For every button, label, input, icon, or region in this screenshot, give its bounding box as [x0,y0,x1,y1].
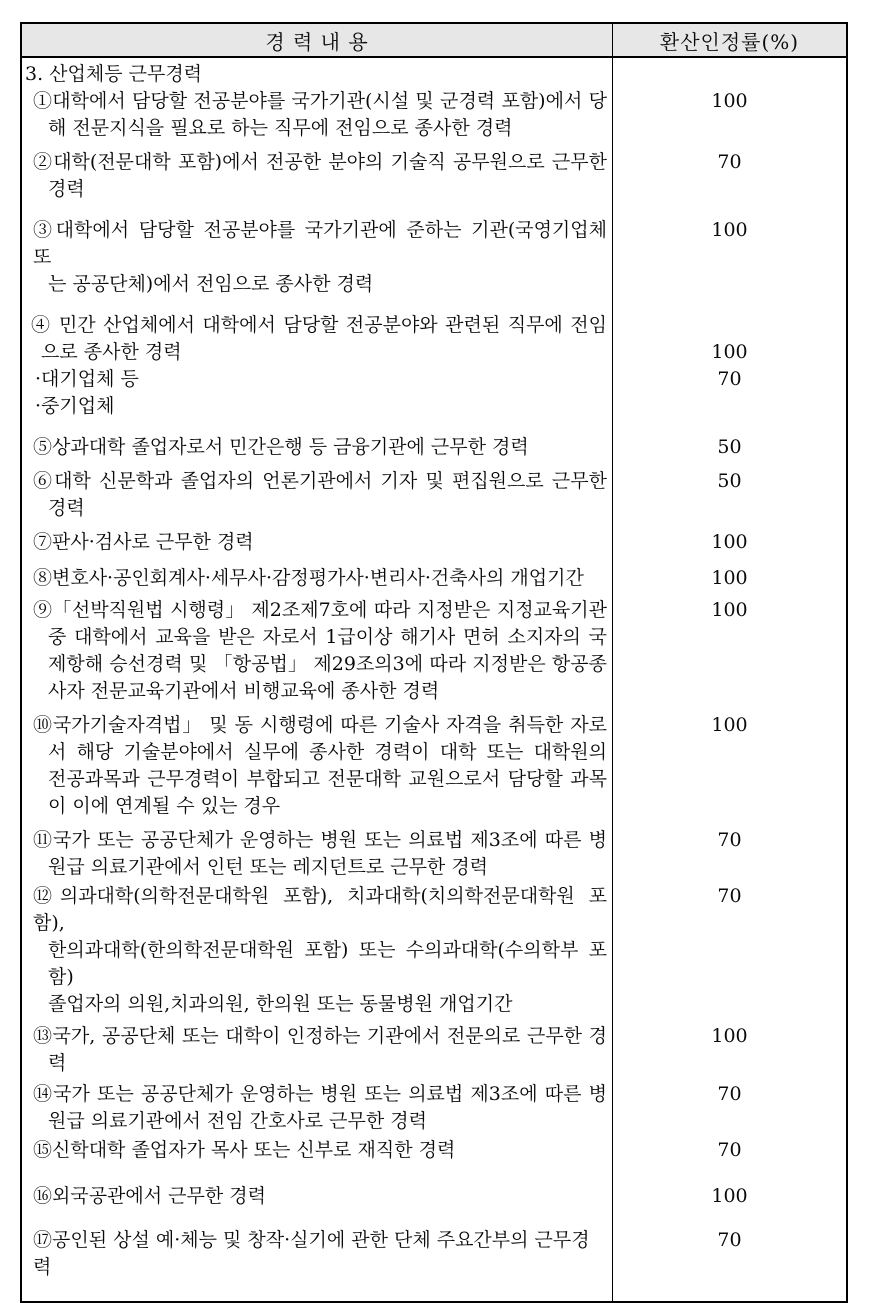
rate-cell [612,1081,846,1137]
career-text-line: 이 이에 연계될 수 있는 경우 [48,795,281,817]
career-text-line: 경력 [48,497,85,519]
header-cell-rate: 환산인정률(%) [612,24,846,56]
table-row [22,827,846,883]
career-description [22,58,612,88]
career-text-line: 전공과목과 근무경력이 부합되고 전문대학 교원으로서 담당할 과목 [48,768,607,790]
rate-cell [612,712,846,827]
rate-cell [612,58,846,88]
career-text-line: ⑬국가, 공공단체 또는 대학이 인정하는 기관에서 전문의로 근무한 경 [33,1025,607,1047]
career-description [22,88,612,149]
rate-value: 70 [717,1229,742,1251]
rate-value: 70 [717,151,742,173]
career-text-line: 중 대학에서 교육을 받은 자로서 1급이상 해기사 면허 소지자의 국 [48,626,607,648]
rate-cell [612,1227,846,1301]
rate-cell [612,434,846,468]
career-description [22,597,612,712]
table-row [22,1081,846,1137]
career-description [22,312,612,434]
rate-cell [612,827,846,883]
career-description [22,1081,612,1137]
career-text-line: ⑧변호사·공인회계사·세무사·감정평가사·변리사·건축사의 개업기간 [33,567,584,589]
rate-value: 70 [717,1083,742,1105]
career-description [22,149,612,217]
rate-value: 50 [717,436,742,458]
table-row [22,149,846,217]
career-text-line: ⑫의과대학(의학전문대학원 포함), 치과대학(치의학전문대학원 포함), [33,885,607,934]
table-row [22,434,846,468]
rate-cell [612,149,846,217]
table-row [22,312,846,434]
career-text-line: 력 [48,1052,67,1074]
career-description [22,565,612,597]
career-description [22,712,612,827]
career-text-line: 졸업자의 의원,치과의원, 한의원 또는 동물병원 개업기간 [48,993,513,1015]
table-header [22,24,846,58]
table-row [22,1183,846,1227]
rate-cell [612,217,846,312]
rate-value: 100 [711,599,748,621]
career-description [22,434,612,468]
table-row [22,217,846,312]
career-description [22,529,612,565]
career-text-line: ⑤상과대학 졸업자로서 민간은행 등 금융기관에 근무한 경력 [33,436,529,458]
rate-cell [612,565,846,597]
rate-cell [612,883,846,1023]
career-text-line: ⑭국가 또는 공공단체가 운영하는 병원 또는 의료법 제3조에 따른 병 [33,1083,607,1105]
career-description [22,883,612,1023]
table-row [22,88,846,149]
career-text-line: ④ 민간 산업체에서 대학에서 담당할 전공분야와 관련된 직무에 전임 [31,314,607,336]
rate-value: 100 [711,567,748,589]
career-text-line: 는 공공단체)에서 전임으로 종사한 경력 [48,273,374,295]
rate-value: 70 [717,829,742,851]
rate-value: 100 [711,219,748,241]
career-text-line: 해 전문지식을 필요로 하는 직무에 전임으로 종사한 경력 [48,117,513,139]
rate-value: 70 [717,885,742,907]
table-row [22,529,846,565]
career-text-line: ③대학에서 담당할 전공분야를 국가기관에 준하는 기관(국영기업체 또 [33,219,607,268]
table-row [22,712,846,827]
career-text-line: 원급 의료기관에서 인턴 또는 레지던트로 근무한 경력 [48,856,489,878]
rate-value: 100 [711,714,748,736]
rate-cell [612,1183,846,1227]
rate-value: 100 [711,531,748,553]
career-text-line: 경력 [48,178,85,200]
table-row [22,597,846,712]
career-text-line: ⑩국가기술자격법」 및 동 시행령에 따른 기술사 자격을 취득한 자로 [33,714,607,736]
table-row [22,565,846,597]
career-text-line: ⑰공인된 상설 예·체능 및 창작·실기에 관한 단체 주요간부의 근무경력 [33,1229,590,1278]
career-description [22,1137,612,1183]
rate-cell [612,312,846,434]
career-description [22,217,612,312]
rate-value: 70 [717,1139,742,1161]
career-description [22,1183,612,1227]
rate-cell [612,468,846,529]
table-row [22,58,846,88]
career-text-line: ⑪국가 또는 공공단체가 운영하는 병원 또는 의료법 제3조에 따른 병 [33,829,607,851]
career-text-line: 서 해당 기술분야에서 실무에 종사한 경력이 대학 또는 대학원의 [48,741,607,763]
table-row [22,1137,846,1183]
section-title: 3. 산업체등 근무경력 [25,63,203,85]
career-text-line: 으로 종사한 경력 [41,341,182,363]
rate-value: 100 [711,90,748,112]
career-text-line: 사자 전문교육기관에서 비행교육에 종사한 경력 [48,680,440,702]
career-description [22,1023,612,1081]
career-description [22,1227,612,1301]
rate-cell [612,597,846,712]
table-row [22,883,846,1023]
career-text-line: 제항해 승선경력 및 「항공법」 제29조의3에 따라 지정받은 항공종 [48,653,607,675]
rate-cell [612,529,846,565]
table-row [22,1023,846,1081]
career-text-line: 원급 의료기관에서 전임 간호사로 근무한 경력 [48,1110,427,1132]
career-text-line: ⑯외국공관에서 근무한 경력 [33,1185,266,1207]
table-row [22,1227,846,1301]
table-row [22,468,846,529]
career-text-line: ·중기업체 [35,395,115,417]
rate-value: 100 [711,1185,748,1207]
career-text-line: ②대학(전문대학 포함)에서 전공한 분야의 기술직 공무원으로 근무한 [33,151,607,173]
career-text-line: 한의과대학(한의학전문대학원 포함) 또는 수의과대학(수의학부 포함) [48,939,607,988]
career-text-line: ⑦판사·검사로 근무한 경력 [33,531,254,553]
rate-cell [612,1137,846,1183]
career-description [22,468,612,529]
rate-value: 70 [717,368,742,390]
career-text-line: ①대학에서 담당할 전공분야를 국가기관(시설 및 군경력 포함)에서 당 [33,90,607,112]
rate-value: 100 [711,341,748,363]
career-description [22,827,612,883]
rate-cell [612,1023,846,1081]
career-text-line: ⑥대학 신문학과 졸업자의 언론기관에서 기자 및 편집원으로 근무한 [33,470,607,492]
rate-cell [612,88,846,149]
career-text-line: ·대기업체 등 [35,368,139,390]
career-text-line: ⑮신학대학 졸업자가 목사 또는 신부로 재직한 경력 [33,1139,456,1161]
header-cell-career: 경 력 내 용 [265,29,369,54]
rate-value: 50 [717,470,742,492]
rate-value: 100 [711,1025,748,1047]
career-text-line: ⑨「선박직원법 시행령」 제2조제7호에 따라 지정받은 지정교육기관 [33,599,607,621]
career-table [20,22,848,1303]
